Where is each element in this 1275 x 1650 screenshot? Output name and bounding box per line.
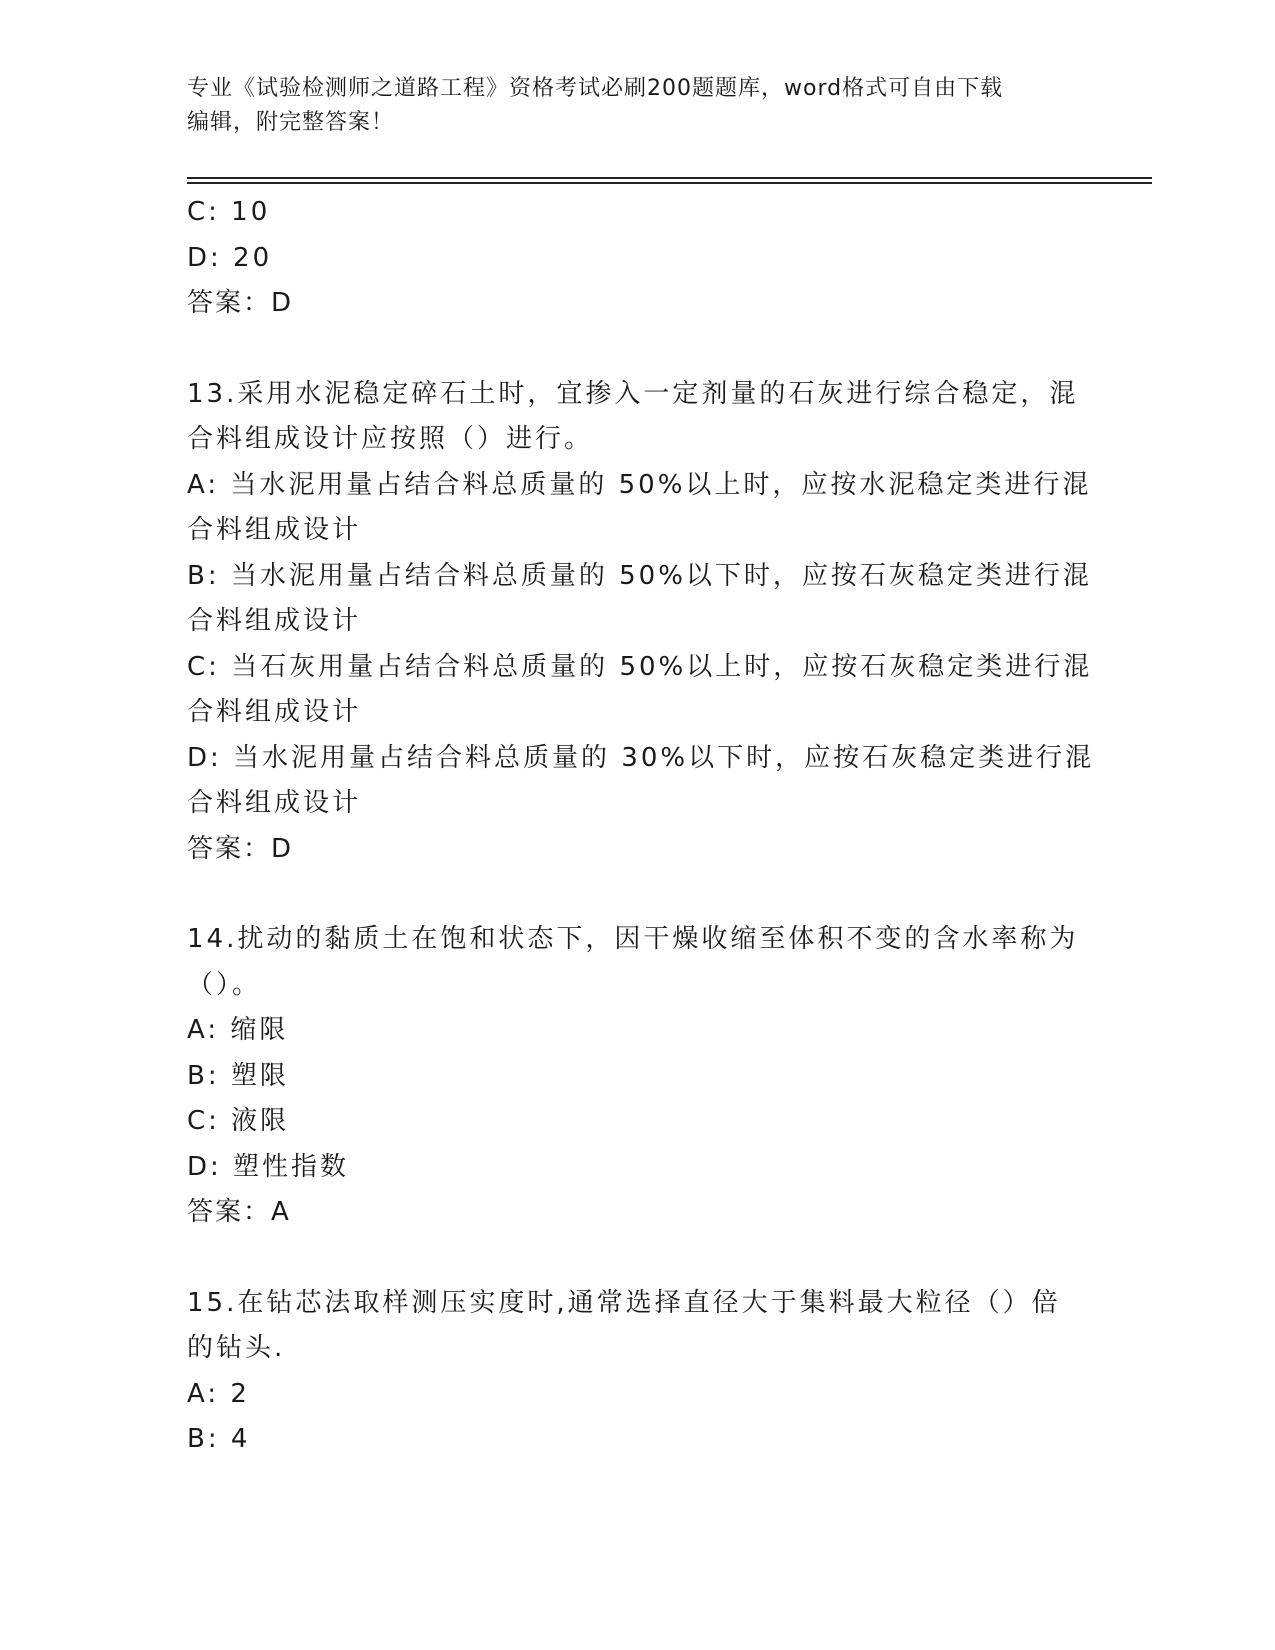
document-header	[187, 72, 1067, 140]
question-14	[187, 917, 1087, 1236]
option-d: D: 塑性指数	[187, 1151, 350, 1182]
question-stem: 15.在钻芯法取样测压实度时,通常选择直径大于集料最大粒径（）倍	[187, 1287, 1061, 1318]
header-title-line-1: 专业《试验检测师之道路工程》资格考试必刷200题题库，word格式可自由下载	[187, 76, 1004, 101]
header-title-line-2: 编辑，附完整答案！	[187, 110, 395, 135]
option-b: B: 塑限	[187, 1060, 289, 1091]
option-a: A: 2	[187, 1378, 250, 1409]
option-d: D: 20	[187, 242, 273, 273]
question-stem-cont: （）。	[187, 969, 262, 1000]
option-c-cont: 合料组成设计	[187, 697, 362, 727]
option-a: A: 当水泥用量占结合料总质量的 50%以上时，应按水泥稳定类进行混	[187, 469, 1092, 500]
question-stem-cont: 的钻头.	[187, 1333, 286, 1363]
header-rule-bottom	[187, 182, 1152, 184]
question-15	[187, 1281, 1087, 1463]
answer-line: 答案：D	[187, 288, 294, 318]
option-b-cont: 合料组成设计	[187, 606, 362, 636]
option-a: A: 缩限	[187, 1015, 289, 1045]
header-rule-top	[187, 177, 1152, 179]
question-stem-cont: 合料组成设计应按照（）进行。	[187, 424, 594, 454]
question-content	[187, 190, 1095, 1463]
option-d: D: 当水泥用量占结合料总质量的 30%以下时，应按石灰稳定类进行混	[187, 742, 1095, 773]
prev-question	[187, 190, 1087, 327]
answer-line: 答案：D	[187, 833, 294, 864]
option-d-cont: 合料组成设计	[187, 788, 362, 818]
answer-line: 答案：A	[187, 1197, 291, 1227]
option-c: C: 10	[187, 197, 271, 227]
question-stem: 14.扰动的黏质土在饱和状态下，因干燥收缩至体积不变的含水率称为	[187, 924, 1079, 954]
option-b: B: 4	[187, 1424, 251, 1454]
option-b: B: 当水泥用量占结合料总质量的 50%以下时，应按石灰稳定类进行混	[187, 560, 1092, 591]
question-stem: 13.采用水泥稳定碎石土时，宜掺入一定剂量的石灰进行综合稳定，混	[187, 378, 1079, 409]
question-13	[187, 372, 1095, 873]
option-c: C: 当石灰用量占结合料总质量的 50%以上时，应按石灰稳定类进行混	[187, 651, 1093, 682]
option-a-cont: 合料组成设计	[187, 515, 362, 545]
option-c: C: 液限	[187, 1106, 290, 1136]
